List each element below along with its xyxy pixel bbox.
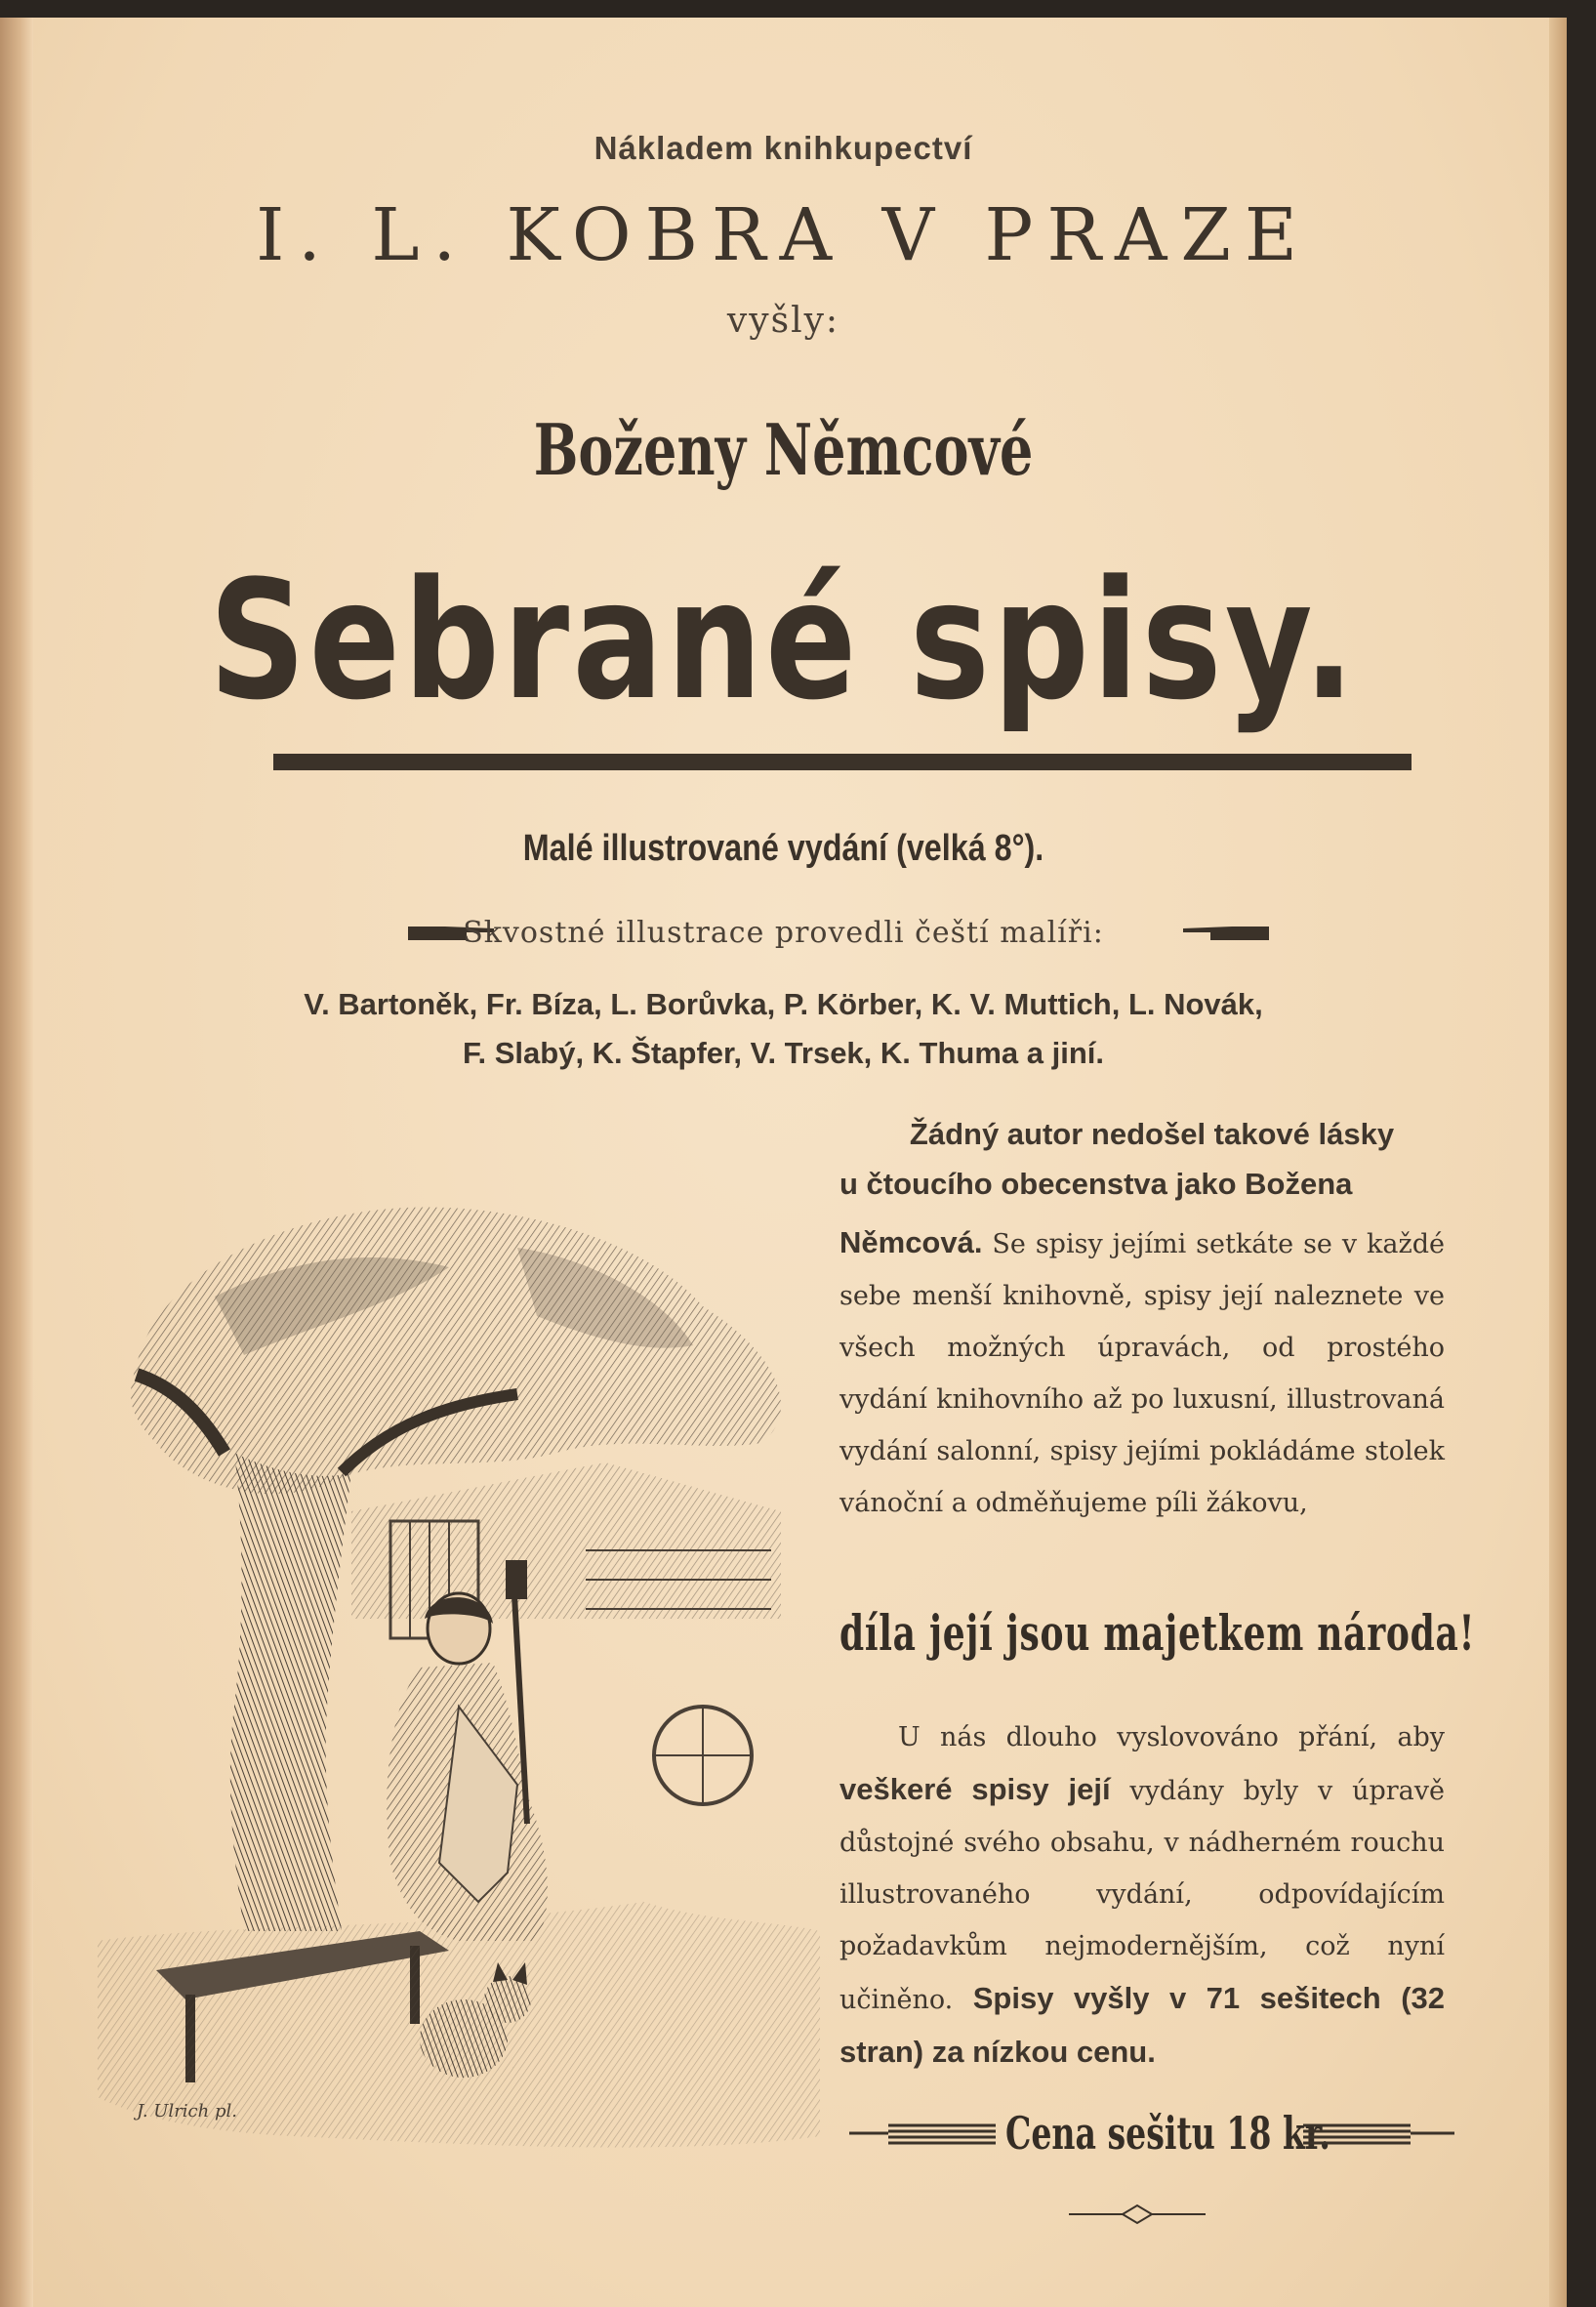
edition-line: Malé illustrované vydání (velká 8°). xyxy=(522,828,1044,869)
lead-line-2: u čtoucího obecenstva jako Božena xyxy=(839,1167,1353,1201)
left-ornamental-rule xyxy=(849,2121,996,2146)
right-ornamental-rule xyxy=(1303,2121,1454,2146)
author-name: Boženy Němcové xyxy=(533,408,1034,491)
second-paragraph-bold: veškeré spisy její xyxy=(839,1772,1111,1806)
nation-heading: díla její jsou majetkem národa! xyxy=(839,1604,1476,1662)
illustrators-line-1: V. Bartoněk, Fr. Bíza, L. Borůvka, P. Körber, K. V. Muttich, L. Novák, xyxy=(304,987,1263,1021)
pointing-hand-left-icon xyxy=(1181,921,1269,942)
lead-author-name: Němcová. xyxy=(839,1225,983,1259)
page xyxy=(0,18,1567,2307)
illustrators-intro: Skvostné illustrace provedli čeští malíři: xyxy=(463,916,1104,950)
artist-signature: J. Ulrich pl. xyxy=(137,2101,237,2122)
firm-name: I. L. KOBRA V PRAZE xyxy=(256,193,1311,277)
lead-paragraph-rest xyxy=(839,1216,1445,1529)
published-note: vyšly: xyxy=(726,301,840,341)
second-paragraph-bold-end: Spisy vyšly v 71 sešitech (32 stran) za nízkou cenu. xyxy=(839,1981,1445,2069)
publisher-line: Nákladem knihkupectví xyxy=(593,130,973,166)
title-underline xyxy=(273,754,1412,770)
second-paragraph-middle: vydány byly v úpravě důstojné svého obsahu, v nádherném rouchu illustrovaného vydání, odpovídajícím požadavkům nejmodernějším, což nyní učiněno. xyxy=(839,1776,1445,2015)
second-paragraph xyxy=(839,1711,1445,2080)
page-edge xyxy=(1549,18,1567,2307)
illustrators-line-2: F. Slabý, K. Štapfer, V. Trsek, K. Thuma a jiní. xyxy=(463,1036,1104,1070)
work-title: Sebrané spisy. xyxy=(209,545,1358,736)
lead-paragraph xyxy=(839,1109,1445,1209)
book-spine xyxy=(0,18,33,2307)
price-row xyxy=(849,2107,1454,2165)
lead-line-1: Žádný autor nedošel takové lásky xyxy=(909,1117,1395,1151)
illustration-woman-under-tree xyxy=(98,1160,839,2175)
second-paragraph-start: U nás dlouho vyslovováno přání, aby xyxy=(898,1722,1445,1752)
price-label: Cena sešitu 18 kr. xyxy=(1005,2107,1330,2160)
closing-ornament-icon xyxy=(1069,2200,1206,2229)
lead-text: Se spisy jejími setkáte se v každé sebe menší knihovně, spisy její naleznete ve všech možných úpravách, od prostého vydání knihovního až po luxusní, illustrovaná vydání salonní, spisy jejími pokládáme stolek vánoční a odměňujeme píli žákovu, xyxy=(839,1229,1445,1518)
